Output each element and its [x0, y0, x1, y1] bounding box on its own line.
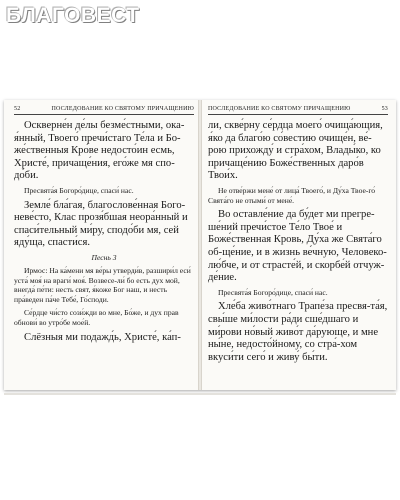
right-paragraph-1: ли, скве́рну се́рдца моего́ очища́ющия, я́ко да благо́ю со́вестию очище́н, ве́-рою прихожду́ и стра́хом, Влады́ко, ко причаще́нию Боже́ственных даро́в Твои́х. — [208, 120, 383, 182]
right-page — [202, 100, 396, 390]
watermark-logo: БЛАГОВЕСТ — [6, 4, 140, 27]
right-running-title: ПОСЛЕДОВАНИЕ КО СВЯТОМУ ПРИЧАЩЕНИЮ — [208, 106, 351, 112]
left-refrain-2: Се́рдце чи́сто сози́жди во мне, Бо́же, и дух прав обнови́ во утро́бе мое́й. — [14, 308, 179, 327]
right-running-head — [208, 106, 388, 115]
song-heading: Песнь 3 — [91, 252, 117, 262]
left-running-title: ПОСЛЕДОВАНИЕ КО СВЯТОМУ ПРИЧАЩЕНИЮ — [51, 106, 194, 112]
right-page-number: 53 — [381, 106, 388, 112]
left-paragraph-2: Земле́ бла́гая, благослове́нная Бого-неве́сто, Клас прозя́бшая неора́нный и спаси́тельный ми́ру, сподо́би мя, сей яду́ща, спасти́ся. — [14, 199, 188, 249]
right-refrain-2: Пресвята́я Богоро́дице, спаси́ нас. — [218, 287, 328, 297]
left-paragraph-3: Слёзныя ми подажд́ь, Христе́, ка́п- — [24, 331, 181, 343]
left-refrain-1: Пресвята́я Богоро́дице, спаси́ нас. — [24, 185, 134, 195]
book-spread — [4, 100, 396, 390]
book-shadow — [4, 393, 396, 395]
right-paragraph-2: Во оставле́ние да бу́дет ми прегре-ше́ний пречи́стое Те́ло Твое́ и Боже́ственная Кровь, Ду́ха же Свята́го об-ще́ние, и в жизнь ве́чную, Человеко-лю́бче, и от страсте́й, и скорбе́й отчуж-де́ние. — [208, 209, 387, 284]
irmos-paragraph: Ирмос: На ка́мени мя ве́ры утверди́в, разшири́л еси́ уста́ моя́ на враги́ моя́. Возвесе-ли́ бо есть дух мой, внегда́ пе́ти: несть свят, я́коже Бог наш, и несть пра́веден па́че Тебе́, Го́споди. — [14, 265, 191, 304]
left-paragraph-1: Оскверне́н де́лы безме́стными, ока-я́нный, Твоего́ пречи́стаго Те́ла и Бо-же́ственныя Кро́ве недосто́ин есмь, Христе́, причаще́ния, его́же мя спо-до́би. — [14, 120, 185, 182]
left-page — [4, 100, 198, 390]
left-running-head — [14, 106, 194, 115]
left-page-number: 52 — [14, 106, 21, 112]
right-paragraph-3: Хле́ба живо́тнаго Трапе́за пресвя-та́я, свы́ше ми́лости ра́ди сше́дшаго и ми́рови но́вый живо́т да́рующе, и мне ны́не, недосто́йному, со стра́-хом вкуси́ти сего́ и живу́ бы́ти. — [208, 301, 388, 363]
right-refrain-1: Не отве́ржи мене́ от лица́ Твоего́, и Ду́ха Твое-го́ Свята́го не отыми́ от мене́. — [208, 185, 376, 205]
